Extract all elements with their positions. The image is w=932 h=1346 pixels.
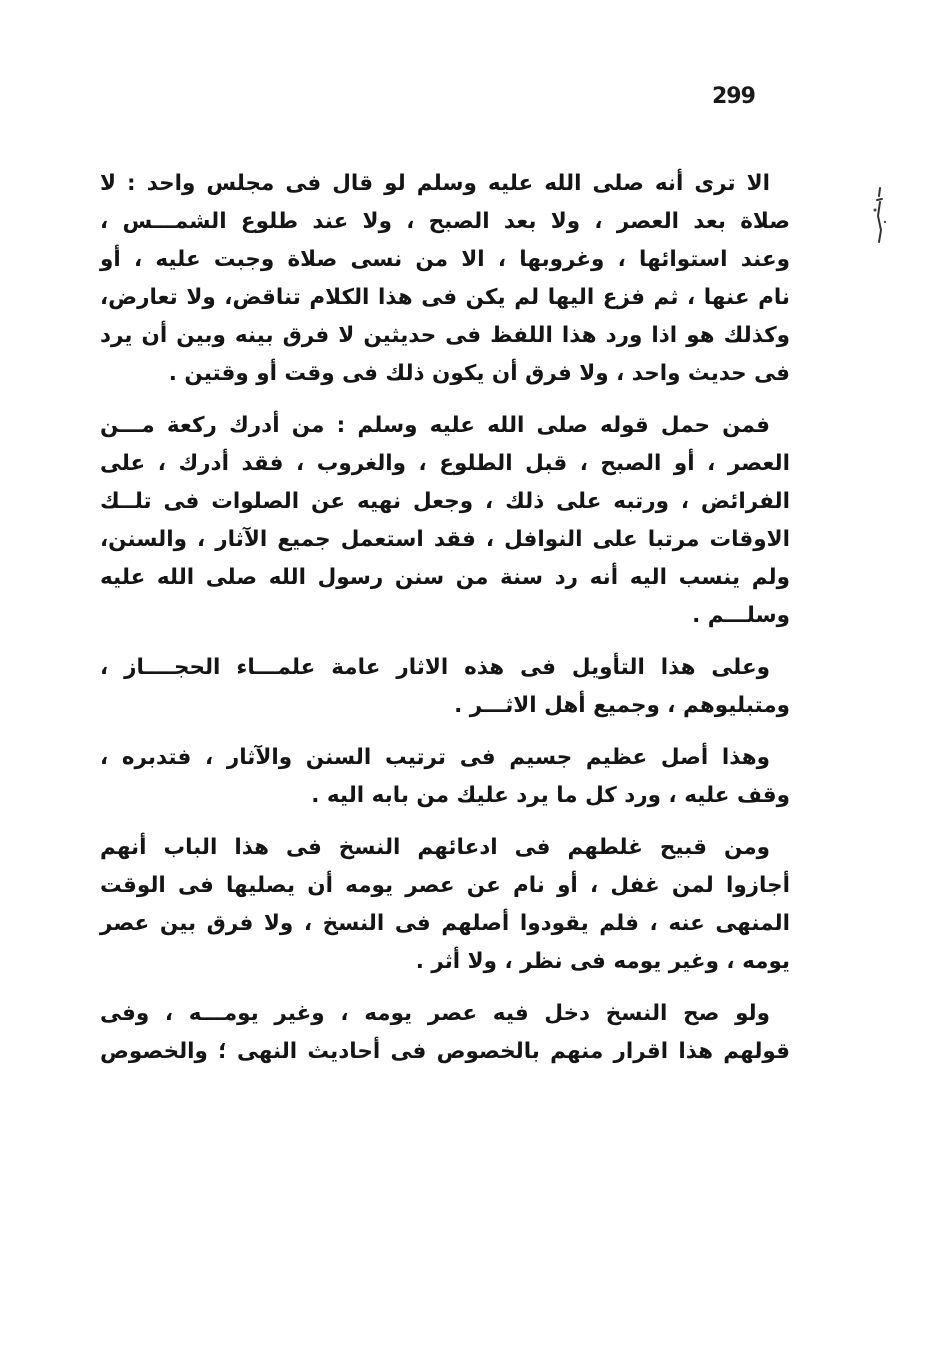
page-number: 299 xyxy=(712,84,755,109)
text-line: العصر ، أو الصبح ، قبل الطلوع ، والغروب ، فقد أدرك ، على xyxy=(100,451,790,476)
text-line: فمن حمل قوله صلى الله عليه وسلم : من أدرك ركعة مـــن xyxy=(100,413,770,438)
text-line: المنهى عنه ، فلم يقودوا أصلهم فى النسخ ، ولا فرق بين عصر xyxy=(100,911,790,936)
paragraph xyxy=(100,829,790,981)
paragraph xyxy=(100,995,790,1071)
body-text xyxy=(100,165,790,1085)
text-line: صلاة بعد العصر ، ولا بعد الصبح ، ولا عند طلوع الشمـــس ، xyxy=(100,209,790,234)
text-line: ومتبليوهم ، وجميع أهل الاثـــر . xyxy=(454,693,790,718)
text-line: وعند استوائها ، وغروبها ، الا من نسى صلاة وجبت عليه ، أو xyxy=(100,247,790,272)
paragraph xyxy=(100,649,790,725)
text-line: الاوقات مرتبا على النوافل ، فقد استعمل جميع الآثار ، والسنن، xyxy=(100,527,790,552)
text-line: ولو صح النسخ دخل فيه عصر يومه ، وغير يومـــه ، وفى xyxy=(100,1001,770,1026)
text-line: الا ترى أنه صلى الله عليه وسلم لو قال فى مجلس واحد : لا xyxy=(100,171,770,196)
text-line: وهذا أصل عظيم جسيم فى ترتيب السنن والآثار ، فتدبره ، xyxy=(100,745,770,770)
text-line: وكذلك هو اذا ورد هذا اللفظ فى حديثين لا فرق بينه وبين أن يرد xyxy=(100,323,790,348)
text-line: الفرائض ، ورتبه على ذلك ، وجعل نهيه عن الصلوات فى تلــك xyxy=(100,489,790,514)
paragraph xyxy=(100,407,790,635)
text-line: قولهم هذا اقرار منهم بالخصوص فى أحاديث النهى ؛ والخصوص xyxy=(100,1039,790,1064)
text-line: وقف عليه ، ورد كل ما يرد عليك من بابه اليه . xyxy=(311,783,790,808)
text-line: ومن قبيح غلطهم فى ادعائهم النسخ فى هذا الباب أنهم xyxy=(100,835,770,860)
text-line: أجازوا لمن غفل ، أو نام عن عصر يومه أن يصليها فى الوقت xyxy=(100,873,790,898)
text-line: وسلـــم . xyxy=(692,603,790,628)
paragraph xyxy=(100,165,790,393)
text-line: نام عنها ، ثم فزع اليها لم يكن فى هذا الكلام تناقض، ولا تعارض، xyxy=(100,285,790,310)
paragraph xyxy=(100,739,790,815)
text-line: وعلى هذا التأويل فى هذه الاثار عامة علمـــاء الحجــــاز ، xyxy=(100,655,770,680)
text-line: يومه ، وغير يومه فى نظر ، ولا أثر . xyxy=(415,949,790,974)
text-line: فى حديث واحد ، ولا فرق أن يكون ذلك فى وقت أو وقتين . xyxy=(168,361,790,386)
text-line: ولم ينسب اليه أنه رد سنة من سنن رسول الله صلى الله عليه xyxy=(100,565,790,590)
margin-ink-mark xyxy=(870,186,890,246)
